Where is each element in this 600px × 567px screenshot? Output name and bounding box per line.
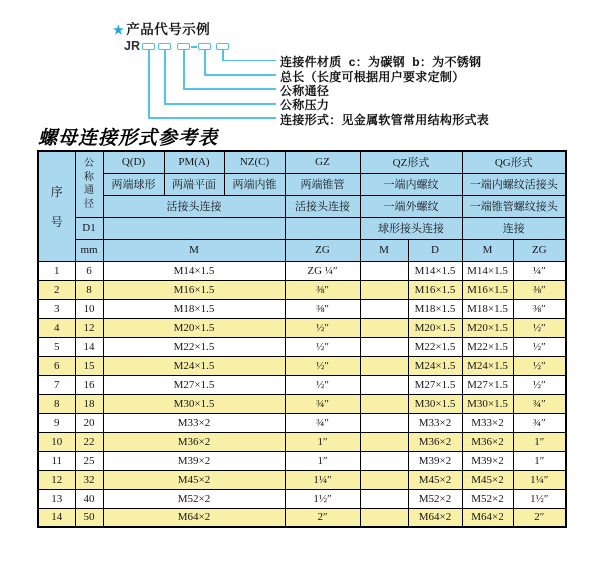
table-cell: ½″ <box>285 318 360 337</box>
table-header <box>38 151 566 261</box>
table-cell: M27×1.5 <box>103 375 285 394</box>
table-cell: 10 <box>38 432 75 451</box>
table-cell: ⅜″ <box>285 299 360 318</box>
table-cell <box>360 375 408 394</box>
header-qz-d: D <box>408 239 462 261</box>
table-cell <box>360 299 408 318</box>
table-body <box>38 261 566 527</box>
table-cell: ½″ <box>513 375 566 394</box>
table-cell: 1″ <box>513 432 566 451</box>
leader-line <box>148 117 276 119</box>
table-cell: 1″ <box>285 432 360 451</box>
header-row-1 <box>38 151 566 173</box>
table-cell: 14 <box>75 337 103 356</box>
header-gz-union: 活接头连接 <box>285 195 360 217</box>
table-cell: 1″ <box>513 451 566 470</box>
table-cell: ⅜″ <box>513 299 566 318</box>
header-ball-joint: 球形接头连接 <box>360 217 462 239</box>
header-m: M <box>103 239 285 261</box>
leader-line <box>222 60 276 62</box>
leader-line <box>222 50 224 60</box>
table-cell: M24×1.5 <box>103 356 285 375</box>
code-box-1 <box>142 43 155 50</box>
table-cell: M22×1.5 <box>462 337 513 356</box>
table-cell: 20 <box>75 413 103 432</box>
star-icon: ★ <box>113 23 125 37</box>
diagram-title-text: 产品代号示例 <box>126 22 211 37</box>
table-cell: 2 <box>38 280 75 299</box>
table-cell: 32 <box>75 470 103 489</box>
table-cell <box>360 280 408 299</box>
header-qg-desc1: 一端内螺纹活接头 <box>462 173 566 195</box>
table-cell: M22×1.5 <box>103 337 285 356</box>
header-qz-m: M <box>360 239 408 261</box>
table-cell: M36×2 <box>103 432 285 451</box>
leader-line <box>164 103 276 105</box>
table-cell: M30×1.5 <box>408 394 462 413</box>
label-connection-form: 连接形式：见金属软管常用结构形式表 <box>280 113 490 127</box>
table-cell: M45×2 <box>462 470 513 489</box>
table-cell <box>360 337 408 356</box>
table-cell: M33×2 <box>408 413 462 432</box>
table-cell <box>360 432 408 451</box>
table-cell: 25 <box>75 451 103 470</box>
table-cell <box>360 413 408 432</box>
leader-line <box>204 74 276 76</box>
header-qz-desc1: 一端内螺纹 <box>360 173 462 195</box>
table-row <box>38 432 566 451</box>
label-nominal-diameter: 公称通径 <box>280 84 330 98</box>
table-cell: M16×1.5 <box>103 280 285 299</box>
header-qg-desc2: 一端锥管螺纹接头 <box>462 195 566 217</box>
table-row <box>38 394 566 413</box>
table-cell: M30×1.5 <box>103 394 285 413</box>
code-box-4 <box>198 43 211 50</box>
table-cell: M20×1.5 <box>408 318 462 337</box>
leader-line <box>183 88 276 90</box>
table-cell: 16 <box>75 375 103 394</box>
vertical-char: 序 <box>50 184 63 199</box>
table-row <box>38 318 566 337</box>
table-cell: 1¼″ <box>513 470 566 489</box>
table-cell <box>360 508 408 527</box>
table-cell <box>360 489 408 508</box>
table-cell: M39×2 <box>408 451 462 470</box>
table-cell: M45×2 <box>408 470 462 489</box>
table-row <box>38 299 566 318</box>
table-cell: M16×1.5 <box>408 280 462 299</box>
header-d1: D1 <box>75 217 103 239</box>
table-cell: M52×2 <box>462 489 513 508</box>
table-cell: M36×2 <box>408 432 462 451</box>
header-qg-zg: ZG <box>513 239 566 261</box>
table-cell <box>360 318 408 337</box>
table-cell: M39×2 <box>462 451 513 470</box>
header-pm: PM(A) <box>164 151 224 173</box>
table-cell: M24×1.5 <box>408 356 462 375</box>
header-row-4 <box>38 217 566 239</box>
header-nz-desc: 两端内锥 <box>224 173 285 195</box>
table-cell: 14 <box>38 508 75 527</box>
nut-connection-table <box>37 150 567 528</box>
table-cell: 1″ <box>285 451 360 470</box>
table-cell: ¾″ <box>285 394 360 413</box>
header-blank <box>103 217 285 239</box>
label-total-length: 总长（长度可根据用户要求定制） <box>280 70 465 84</box>
table-cell: ¼″ <box>513 261 566 280</box>
table-cell <box>360 470 408 489</box>
table-cell: 6 <box>38 356 75 375</box>
vertical-char: 通 <box>84 185 94 197</box>
table-row <box>38 470 566 489</box>
table-cell: 2″ <box>513 508 566 527</box>
table-cell: 10 <box>75 299 103 318</box>
table-cell: 12 <box>75 318 103 337</box>
table-cell: M45×2 <box>103 470 285 489</box>
table-cell <box>360 394 408 413</box>
table-cell: M64×2 <box>462 508 513 527</box>
code-box-5 <box>216 43 229 50</box>
table-cell: ¾″ <box>285 413 360 432</box>
vertical-char: 径 <box>84 198 94 210</box>
header-seq <box>38 151 75 261</box>
table-cell: ½″ <box>285 337 360 356</box>
table-cell: M18×1.5 <box>103 299 285 318</box>
table-cell: 12 <box>38 470 75 489</box>
table-row <box>38 451 566 470</box>
table-cell: ½″ <box>513 337 566 356</box>
table-cell: ¾″ <box>513 413 566 432</box>
product-code-prefix: JR <box>124 39 140 53</box>
header-blank <box>285 217 360 239</box>
header-nz: NZ(C) <box>224 151 285 173</box>
table-cell: M22×1.5 <box>408 337 462 356</box>
table-cell: 7 <box>38 375 75 394</box>
header-row-3 <box>38 195 566 217</box>
table-cell: 1¼″ <box>285 470 360 489</box>
table-cell: ½″ <box>513 318 566 337</box>
table-cell: M27×1.5 <box>462 375 513 394</box>
header-row-2 <box>38 173 566 195</box>
table-row <box>38 356 566 375</box>
leader-line <box>183 50 185 89</box>
table-cell: M20×1.5 <box>103 318 285 337</box>
table-cell: 6 <box>75 261 103 280</box>
leader-line <box>204 50 206 75</box>
table-cell: M14×1.5 <box>408 261 462 280</box>
table-cell: ⅜″ <box>285 280 360 299</box>
table-cell: 1½″ <box>513 489 566 508</box>
table-cell: M64×2 <box>408 508 462 527</box>
table-title: 螺母连接形式参考表 <box>38 128 219 149</box>
table-cell <box>360 451 408 470</box>
leader-line <box>148 50 150 118</box>
table-cell: M14×1.5 <box>103 261 285 280</box>
table-cell: 3 <box>38 299 75 318</box>
header-connect: 连接 <box>462 217 566 239</box>
header-gz: GZ <box>285 151 360 173</box>
table-cell: 11 <box>38 451 75 470</box>
table-cell: ½″ <box>285 356 360 375</box>
table-row <box>38 375 566 394</box>
table-cell: 22 <box>75 432 103 451</box>
diagram-title <box>113 18 210 38</box>
header-dn <box>75 151 103 217</box>
table-cell: M39×2 <box>103 451 285 470</box>
table-row <box>38 413 566 432</box>
leader-line <box>164 50 166 104</box>
table-cell: 18 <box>75 394 103 413</box>
header-gz-desc: 两端锥管 <box>285 173 360 195</box>
table-cell <box>360 356 408 375</box>
label-material: 连接件材质 c：为碳钢 b：为不锈钢 <box>280 55 482 69</box>
table-cell: ⅜″ <box>513 280 566 299</box>
header-pm-desc: 两端平面 <box>164 173 224 195</box>
header-qg-m: M <box>462 239 513 261</box>
table-cell: M33×2 <box>462 413 513 432</box>
table-cell: 9 <box>38 413 75 432</box>
table-cell: M52×2 <box>408 489 462 508</box>
label-nominal-pressure: 公称压力 <box>280 98 330 112</box>
header-zg: ZG <box>285 239 360 261</box>
table-cell: 2″ <box>285 508 360 527</box>
vertical-char: 称 <box>84 171 94 183</box>
vertical-char: 公 <box>84 158 94 170</box>
code-dash <box>191 46 197 48</box>
header-qz: QZ形式 <box>360 151 462 173</box>
header-q-desc: 两端球形 <box>103 173 164 195</box>
table-cell: 1 <box>38 261 75 280</box>
table-cell: M64×2 <box>103 508 285 527</box>
table-cell: ZG ¼″ <box>285 261 360 280</box>
table-cell: ¾″ <box>513 394 566 413</box>
header-union-joint: 活接头连接 <box>103 195 285 217</box>
table-cell: 4 <box>38 318 75 337</box>
header-qz-desc2: 一端外螺纹 <box>360 195 462 217</box>
table-cell: 5 <box>38 337 75 356</box>
table-cell: 13 <box>38 489 75 508</box>
table-row <box>38 508 566 527</box>
table-row <box>38 261 566 280</box>
table-cell: 8 <box>38 394 75 413</box>
code-box-2 <box>158 43 171 50</box>
vertical-char: 号 <box>50 214 63 229</box>
table-cell: M52×2 <box>103 489 285 508</box>
table-cell: M14×1.5 <box>462 261 513 280</box>
table-cell: M36×2 <box>462 432 513 451</box>
table-cell: M18×1.5 <box>408 299 462 318</box>
table-cell: ½″ <box>285 375 360 394</box>
table-cell: M16×1.5 <box>462 280 513 299</box>
header-qg: QG形式 <box>462 151 566 173</box>
table-cell <box>360 261 408 280</box>
table-row <box>38 337 566 356</box>
table-row <box>38 280 566 299</box>
table-cell: M20×1.5 <box>462 318 513 337</box>
table-cell: M27×1.5 <box>408 375 462 394</box>
table-cell: M30×1.5 <box>462 394 513 413</box>
table-cell: 1½″ <box>285 489 360 508</box>
table-cell: M18×1.5 <box>462 299 513 318</box>
header-row-5 <box>38 239 566 261</box>
table-cell: 15 <box>75 356 103 375</box>
table-cell: ½″ <box>513 356 566 375</box>
header-mm: mm <box>75 239 103 261</box>
table-cell: 50 <box>75 508 103 527</box>
table-cell: 8 <box>75 280 103 299</box>
table-cell: 40 <box>75 489 103 508</box>
table-cell: M33×2 <box>103 413 285 432</box>
header-q: Q(D) <box>103 151 164 173</box>
table-cell: M24×1.5 <box>462 356 513 375</box>
code-box-3 <box>177 43 190 50</box>
table-row <box>38 489 566 508</box>
